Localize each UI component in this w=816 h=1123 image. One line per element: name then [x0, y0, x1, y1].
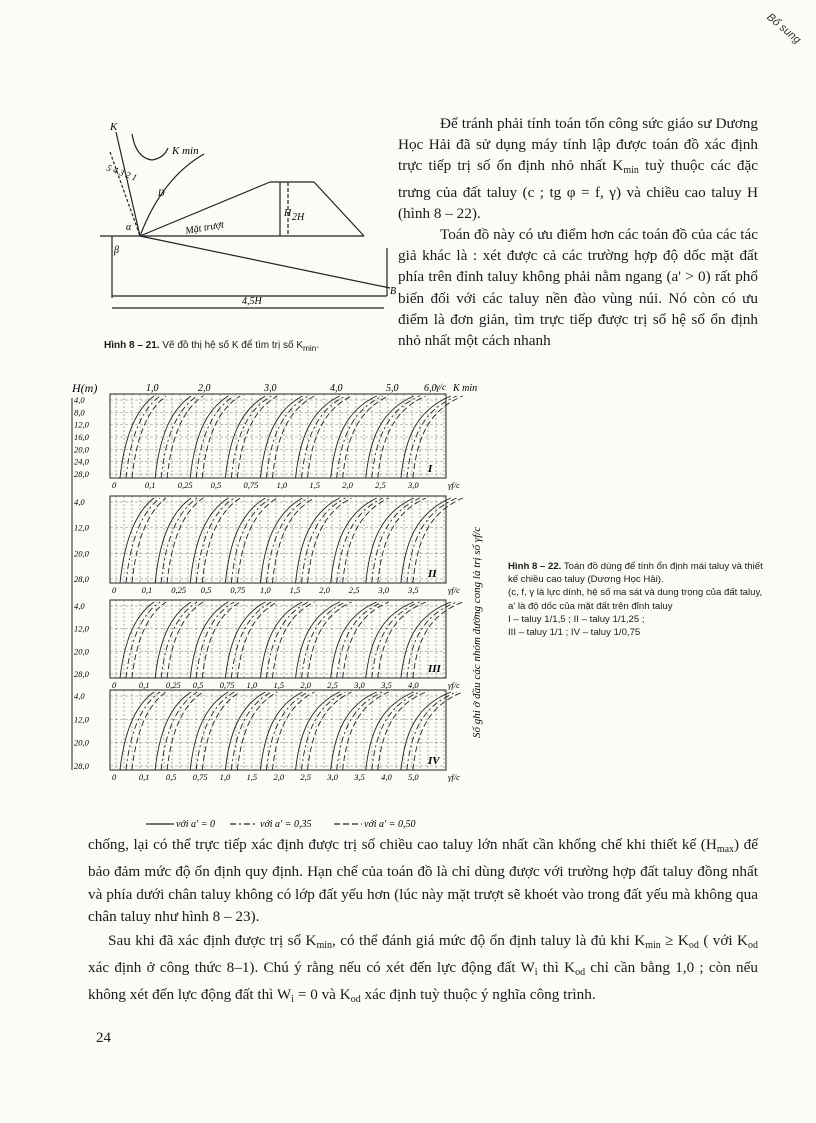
caption-line-2: (c, f, γ là lực dính, hệ số ma sát và dung trọng của đất taluy, a' là độ dốc của mặt đất trên đỉnh taluy: [508, 587, 763, 612]
f-tick-label: 1,5: [289, 585, 301, 595]
kmin-tick-label: 3,0: [264, 383, 277, 394]
nomogram-panel-4: [74, 690, 463, 782]
caption-line-3: I – taluy 1/1,5 ; II – taluy 1/1,25 ;: [508, 613, 645, 625]
f-tick-label: 3,5: [381, 680, 392, 690]
label-slip-surface: Mặt trượt: [184, 219, 225, 237]
f-tick-label: 0,1: [138, 772, 150, 782]
stability-curve: [155, 498, 191, 583]
stability-curve: [196, 692, 234, 770]
nomogram-panel-3: [74, 600, 463, 690]
stability-curve: [167, 602, 203, 678]
stability-curve: [260, 498, 302, 583]
stability-curve: [366, 498, 414, 583]
h-tick-label: 12,0: [74, 714, 89, 725]
f-tick-label: 2,5: [327, 680, 338, 690]
h-tick-label: 16,0: [74, 432, 89, 442]
figure-8-22-caption: [508, 560, 768, 639]
stability-curve: [167, 692, 203, 770]
stability-curve: [337, 602, 383, 678]
h-tick-label: 20,0: [74, 737, 89, 748]
f-tick-label: 0,5: [200, 585, 212, 595]
label-scale: 5 4 3 2 1: [105, 162, 139, 183]
kmin-tick-label: 4,0: [330, 383, 343, 394]
stability-curve: [202, 498, 240, 583]
caption-number: Hình 8 – 21.: [104, 340, 160, 351]
f-tick-label: 3,0: [354, 680, 365, 690]
h-tick-label: 20,0: [74, 444, 89, 455]
stability-curve: [202, 602, 240, 678]
label-kmin: K min: [172, 145, 199, 157]
diagonal-b: [140, 236, 390, 288]
caption-end: .: [316, 340, 320, 351]
stability-curve: [413, 498, 463, 583]
f-tick-label: 3,0: [378, 585, 390, 595]
stability-curve: [231, 602, 271, 678]
stability-curve: [155, 602, 191, 678]
y-axis-title: H(m): [72, 381, 98, 395]
h-tick-label: 28,0: [74, 469, 89, 479]
panel-roman-numeral: II: [428, 568, 437, 580]
label-h: H: [284, 208, 292, 219]
caption-sub: min: [302, 343, 317, 353]
f-unit-label: γf/c: [448, 680, 460, 690]
figure-8-21-caption: [104, 340, 399, 353]
h-tick-label: 8,0: [74, 407, 85, 418]
caption-text: Vẽ đồ thị hệ số K để tìm trị số K: [162, 340, 303, 351]
label-beta: β: [114, 245, 119, 256]
f-tick-label: 3,5: [354, 772, 365, 782]
stability-curve: [120, 692, 154, 770]
stability-curve: [266, 692, 308, 770]
panel-roman-numeral: I: [428, 463, 433, 475]
stability-curve: [266, 498, 308, 583]
stability-curve: [378, 498, 426, 583]
f-tick-label: 0,1: [141, 585, 153, 595]
h-tick-label: 4,0: [74, 601, 85, 611]
h-tick-label: 28,0: [74, 669, 89, 679]
h-tick-label: 12,0: [74, 623, 89, 634]
stability-curve: [167, 498, 203, 583]
stability-curve: [132, 602, 166, 678]
f-tick-label: 0,75: [230, 585, 246, 595]
stability-curve: [132, 498, 166, 583]
figure-8-22-nomogram: [68, 378, 488, 838]
stability-curve: [331, 498, 377, 583]
f-tick-label: 0: [112, 480, 117, 490]
h-tick-label: 28,0: [74, 574, 89, 584]
f-tick-label: 1,5: [246, 772, 258, 782]
f-tick-label: 1,0: [246, 680, 258, 690]
intro-paragraph-1: Để tránh phải tính toán tốn công sức giáo sư Dương Học Hải đã sử dụng máy tính lập được toán đồ xác định trực tiếp trị số ổn định nhỏ nhất $K_{min}$ tuỳ thuộc các đặc trưng của đất taluy (c ; tg φ = f, γ) và chiều cao taluy H (hình 8 – 22).: [398, 115, 758, 222]
f-tick-label: 0,1: [144, 480, 156, 490]
f-tick-label: 2,5: [300, 772, 311, 782]
stability-curve: [401, 692, 451, 770]
stability-curve: [225, 498, 265, 583]
figure-8-21: [92, 118, 402, 328]
f-tick-label: 0: [112, 585, 117, 595]
f-tick-label: 2,5: [375, 480, 386, 490]
stability-curve: [120, 498, 154, 583]
f-tick-label: 2,5: [348, 585, 360, 595]
f-tick-label: 0,5: [210, 480, 222, 490]
legend-item-3: với a' = 0,50: [364, 819, 416, 830]
f-tick-label: 0,75: [243, 480, 259, 490]
stability-curve: [260, 692, 302, 770]
f-tick-label: 0,5: [192, 680, 204, 690]
panel-roman-numeral: IV: [428, 755, 440, 767]
stability-curve: [337, 692, 383, 770]
f-tick-label: 2,0: [319, 585, 330, 595]
label-arc: D: [158, 188, 165, 198]
f-tick-label: 2,0: [300, 680, 311, 690]
stability-curve: [401, 602, 451, 678]
f-tick-label: 1,5: [273, 680, 285, 690]
h-tick-label: 12,0: [74, 522, 89, 533]
label-k: K: [110, 121, 118, 133]
h-tick-label: 24,0: [74, 456, 89, 467]
stability-curve: [337, 498, 383, 583]
page-number: 24: [96, 1030, 111, 1046]
stability-curve: [331, 602, 377, 678]
stability-curve: [231, 692, 271, 770]
h-tick-label: 4,0: [74, 395, 85, 405]
stability-curve: [120, 602, 154, 678]
stability-curve: [196, 498, 234, 583]
top-gamma-over-c: γ/c: [436, 382, 447, 392]
side-note: Số ghi ở đầu các nhóm đường cong là trị số γf/c: [471, 526, 483, 738]
stability-curve: [231, 498, 271, 583]
h-tick-label: 4,0: [74, 497, 85, 507]
f-tick-label: 5,0: [408, 772, 419, 782]
stability-curve: [260, 602, 302, 678]
f-unit-label: γf/c: [448, 480, 460, 490]
stability-curve: [237, 692, 277, 770]
legend: [146, 819, 415, 830]
stability-curve: [126, 602, 160, 678]
stability-curve: [272, 396, 314, 478]
label-width: 4,5H: [242, 296, 262, 307]
stability-curve: [155, 692, 191, 770]
f-tick-label: 2,0: [273, 772, 285, 782]
corner-stamp: Bổ sung: [764, 11, 803, 47]
intro-paragraph-2: Toán đồ này có ưu điểm hơn các toán đồ của các tác giả khác là : xét được cả các trường hợp độ dốc mặt đất phía trên đỉnh taluy không phải nằm ngang (a' > 0) rất phổ biến đối với các taluy nền đào vùng núi. Nó còn có ưu điểm là đơn giản, tìm trực tiếp được trị số hệ số ổn định nhỏ nhất một cách nhanh: [398, 226, 758, 350]
f-tick-label: 4,0: [381, 772, 392, 782]
top-axis-title: K min: [453, 383, 478, 394]
f-unit-label: γf/c: [448, 772, 460, 782]
f-tick-label: 2,0: [342, 480, 353, 490]
stability-curve: [308, 692, 352, 770]
caption-title: Hình 8 – 22. Toán đồ dùng để tính ổn định mái taluy và thiết kế chiều cao taluy (Dương Học Hải).: [508, 561, 763, 586]
kmin-tick-label: 1,0: [146, 383, 159, 394]
kmin-tick-label: 2,0: [198, 383, 211, 394]
stability-curve: [343, 602, 389, 678]
f-tick-label: 1,5: [309, 480, 320, 490]
h-tick-label: 20,0: [74, 646, 89, 657]
legend-item-1: với a' = 0: [176, 819, 215, 830]
label-2h: 2H: [292, 212, 305, 223]
stability-curve: [308, 396, 352, 478]
stability-curve: [296, 498, 340, 583]
f-tick-label: 0,75: [219, 680, 235, 690]
f-tick-label: 0,5: [165, 772, 177, 782]
stability-curve: [202, 692, 240, 770]
nomogram-panel-2: [74, 496, 463, 595]
body-paragraph-2: Sau khi đã xác định được trị số $K_{min}$, có thể đánh giá mức độ ổn định taluy là đủ khi $K_{min} \ge K_{od}$ ( với $K_{od}$ xác định ở công thức 8–1). Chú ý rằng nếu có xét đến lực động đất $W_i$ thì $K_{od}$ chỉ cần bằng 1,0 ; còn nếu không xét đến lực động đất thì $W_i = 0$ và $K_{od}$ xác định tuỳ thuộc ý nghĩa công trình.: [88, 931, 759, 1006]
stability-curve: [237, 602, 277, 678]
f-tick-label: 3,5: [408, 585, 419, 595]
stability-curve: [378, 602, 426, 678]
panel-roman-numeral: III: [428, 663, 441, 675]
stability-curve: [378, 692, 426, 770]
stability-curve: [296, 692, 340, 770]
stability-curve: [401, 498, 451, 583]
f-tick-label: 0,75: [192, 772, 208, 782]
back-slope: [314, 182, 364, 236]
legend-item-2: với a' = 0,35: [260, 819, 312, 830]
intro-text: [398, 113, 758, 351]
stability-curve: [126, 498, 160, 583]
stability-curve: [343, 692, 389, 770]
stability-curve: [266, 602, 308, 678]
f-tick-label: 0: [112, 772, 117, 782]
stability-curve: [237, 498, 277, 583]
f-tick-label: 3,0: [327, 772, 338, 782]
stability-curve: [296, 602, 340, 678]
label-alpha: α: [126, 222, 132, 233]
f-tick-label: 0,1: [138, 680, 150, 690]
kmin-tick-label: 6,0: [424, 383, 437, 394]
h-tick-label: 20,0: [74, 548, 89, 559]
kmin-curve: [132, 134, 168, 160]
f-tick-label: 1,0: [219, 772, 231, 782]
stability-curve: [126, 692, 160, 770]
stability-curve: [196, 602, 234, 678]
stability-curve: [132, 692, 166, 770]
f-tick-label: 0,25: [177, 480, 193, 490]
f-tick-label: 1,0: [260, 585, 271, 595]
f-tick-label: 1,0: [276, 480, 288, 490]
h-tick-label: 4,0: [74, 691, 85, 701]
f-tick-label: 4,0: [408, 680, 419, 690]
caption-line-4: III – taluy 1/1 ; IV – taluy 1/0,75: [508, 627, 641, 639]
h-tick-label: 12,0: [74, 419, 89, 430]
kmin-tick-label: 5,0: [386, 383, 399, 394]
f-unit-label: γf/c: [448, 585, 460, 595]
stability-curve: [343, 498, 389, 583]
body-text: [88, 834, 758, 1013]
label-b: B: [390, 286, 397, 297]
f-tick-label: 0,25: [165, 680, 181, 690]
body-paragraph-1: chống, lại có thể trực tiếp xác định được trị số chiều cao taluy lớn nhất cần khống chế khi thiết kế $(H_{max})$ để bảo đảm mức độ ổn định quy định. Hạn chế của toán đồ là chỉ dùng được với trường hợp đất taluy đồng nhất và phía dưới chân taluy không có lớp đất yếu hơn (lúc này mặt trượt sẽ khoét vào trong đất yếu mà không qua chân taluy như hình 8 – 23).: [88, 836, 758, 926]
f-tick-label: 3,0: [408, 480, 419, 490]
h-tick-label: 28,0: [74, 761, 89, 771]
f-tick-label: 0: [112, 680, 117, 690]
f-tick-label: 0,25: [171, 585, 187, 595]
nomogram-panel-1: [74, 394, 463, 490]
